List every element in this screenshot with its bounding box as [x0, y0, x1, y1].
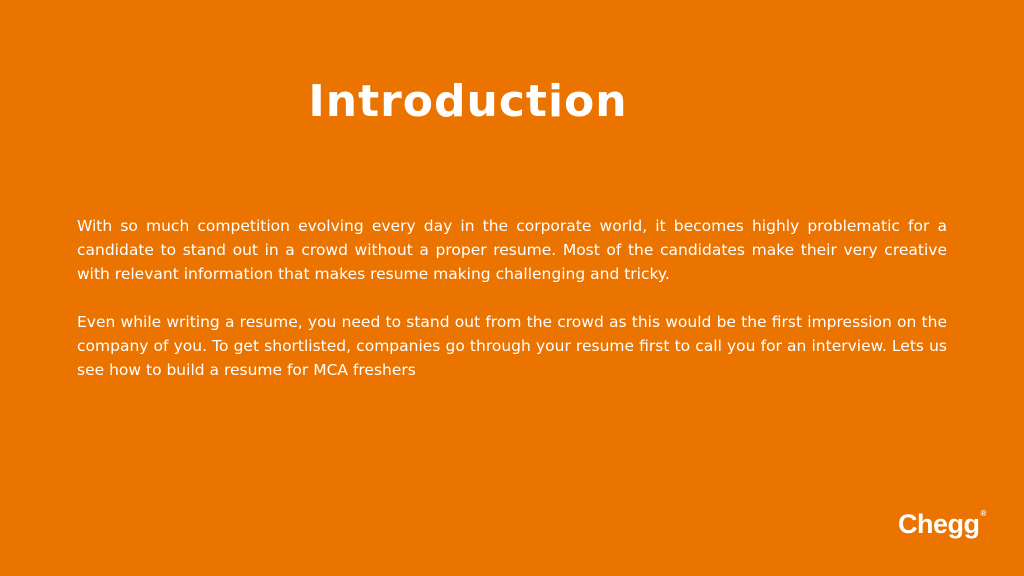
- slide-body: [77, 214, 947, 382]
- intro-paragraph-2: Even while writing a resume, you need to stand out from the crowd as this would be the first impression on the company of you. To get shortlisted, companies go through your resume first to call you for an interview. Lets us see how to build a resume for MCA freshers: [77, 313, 947, 379]
- intro-paragraph-1: With so much competition evolving every day in the corporate world, it becomes highly problematic for a candidate to stand out in a crowd without a proper resume. Most of the candidates make their very creative with relevant information that makes resume making challenging and tricky.: [77, 217, 947, 283]
- chegg-logo-text: Chegg: [898, 509, 980, 539]
- slide-title: Introduction: [308, 76, 628, 127]
- chegg-logo: [898, 506, 986, 542]
- registered-mark: ®: [980, 509, 986, 518]
